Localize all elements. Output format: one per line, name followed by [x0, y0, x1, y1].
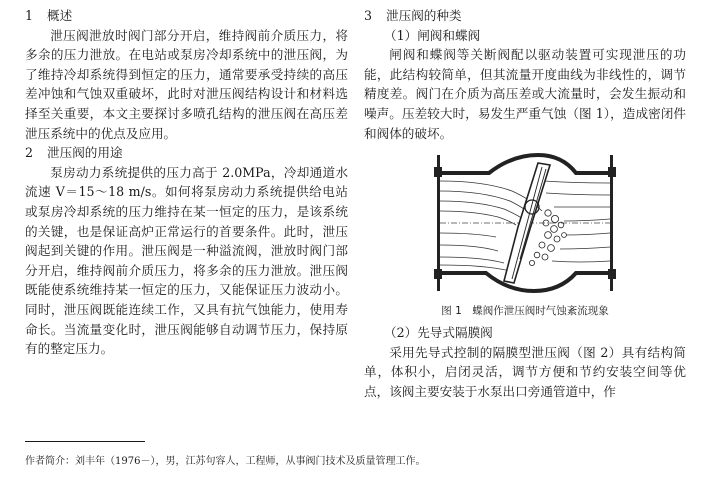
section-1-heading [25, 6, 348, 26]
section-1-number: 1 [25, 8, 34, 23]
section-3-number: 3 [364, 8, 373, 23]
butterfly-valve-cavitation-drawing [434, 149, 616, 297]
section-2-heading [25, 143, 348, 163]
figure-1-caption: 图 1 蝶阀作泄压阀时气蚀紊流现象 [441, 305, 609, 318]
footnote-rule [25, 441, 145, 442]
subsection-2-paragraph: 采用先导式控制的隔膜型泄压阀（图 2）具有结构简单，体积小，启闭灵活，调节方便和节约安装空间等优点，该阀主要安装于水泵出口旁通管道中，作 [364, 344, 686, 399]
subsection-1-paragraph: 闸阀和蝶阀等关断阀配以驱动装置可实现泄压的功能，此结构较简单，但其流量开度曲线为非线性的，调节精度差。阀门在介质为高压差或大流量时，会发生振动和噪声。压差较大时，易发生严重气蚀（图 1），造成密闭件和阀体的破坏。 [364, 47, 686, 141]
subsection-2-heading: （2）先导式隔膜阀 [384, 325, 493, 341]
right-column [364, 6, 686, 402]
section-2-number: 2 [25, 145, 34, 161]
left-column [25, 6, 348, 359]
section-2-title: 泄压阀的用途 [47, 145, 123, 161]
section-1-title: 概述 [47, 8, 73, 23]
section-3-title: 泄压阀的种类 [386, 8, 462, 23]
section-3-heading [364, 6, 686, 26]
figure-1 [364, 149, 686, 299]
author-footnote: 作者简介：刘丰年（1976－），男，江苏句容人，工程师，从事阀门技术及质量管理工作。 [25, 456, 426, 467]
section-2-paragraph: 泵房动力系统提供的压力高于 2.0MPa，冷却通道水流速 V＝15～18 m/s。如何将泵房动力系统提供给电站或泵房冷却系统的压力维持在某一恒定的压力，是该系统的关键，也是保证高炉正常运行的首要条件。此时，泄压阀起到关键的作用。泄压阀是一种溢流阀，泄放时阀门部分开启，维持阀前介质压力，将多余的压力泄放。泄压阀既能使系统维持某一恒定的压力，又能保证压力波动小。同时，泄压阀既能连续工作，又具有抗气蚀能力，使用寿命长。当流量变化时，泄压阀能够自动调节压力，保持原有的整定压力。 [25, 164, 348, 357]
section-1-paragraph: 泄压阀泄放时阀门部分开启，维持阀前介质压力，将多余的压力泄放。在电站或泵房冷却系统中的泄压阀，为了维持冷却系统得到恒定的压力，通常要承受持续的高压差冲蚀和气蚀双重破坏，此时对泄压阀结构设计和材料选择至关重要，本文主要探讨多喷孔结构的泄压阀在高压差泄压系统中的优点及应用。 [25, 27, 348, 141]
subsection-1-heading: （1）闸阀和蝶阀 [384, 27, 481, 43]
